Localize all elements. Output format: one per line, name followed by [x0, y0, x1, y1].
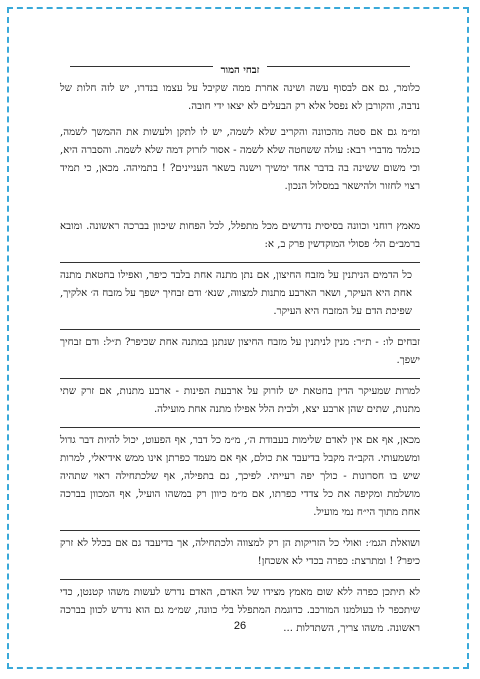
paragraph-8: ושואלת הגמ׳: ואולי כל הזריקות הן רק למצווה ולכתחילה, אך בדיעבד גם אם בכלל לא זרק כיפר? ! ומתרצת: כפרה בכדי לא אשכחן!: [60, 538, 420, 567]
divider-1: [60, 378, 420, 379]
paragraph-3: מאמץ רוחני וכוונה בסיסית נדרשים מכל מתפלל, לכל הפחות שיכוון בברכה ראשונה. ומובא ברמב״ם הל׳ פסולי המוקדשין פרק ב, א:: [60, 221, 420, 250]
running-header: [70, 58, 410, 77]
quote-bottom-rule: [60, 329, 420, 330]
paragraph-7: מכאן, אף אם אין לאדם שלימות בעבודת ה׳, מ״מ כל דבר, אף הפעוט, יכול להיות דבר גדול ומשמעותי. הקב״ה מקבל בדיעבד את כולם, אף אם מעמד כפרתן אינו ממש אידיאלי, למרות שיש בו חסרונות - כולך יפה רעייתי. לפיכך, גם בתפילה, אף שלכתחילה ראוי שתהיה מושלמת ומקיפה את כל צדדי כפרתו, אם מ״מ כיוון רק במשהו הועיל, אף המכוון בברכה אחת מתוך הי״ח נמי מועיל.: [60, 435, 420, 518]
rambam-quote: כל הדמים הניתנין על מזבח החיצון, אם נתן מתנה אחת בלבד כיפר, ואפילו בחטאת מתנה אחת היא העיקר, ושאר הארבע מתנות למצווה, שנא׳ ודם זבחיך ישפך על מזבח ה׳ אלקיך, שפיכת הדם על המזבח היא העיקר.: [60, 270, 412, 317]
header-title: זבחי המור: [213, 65, 268, 76]
page-body: [60, 80, 420, 646]
paragraph-2: ומ״מ גם אם סטה מהכוונה והקריב שלא לשמה, יש לו לתקן ולעשות את ההמשך לשמה, כנלמד מדברי רבא: עולה ששחטה שלא לשמה - אסור לזרוק דמה שלא לשמה. והסברה היא, וכי משום ששינה בה בדבר אחד ימשיך וישנה בשאר העניינים? ! בתמיהה. מכאן, כי תמיד רצוי לחזור ולהישאר במסלול הנכון.: [60, 127, 420, 192]
paragraph-9: לא תיתכן כפרה ללא שום מאמץ מצידו של האדם, האדם נדרש לעשות משהו קטנטן, כדי שיתכפר לו בעולמנו המורכב. כדוגמת המתפלל בלי כוונה, שמ״מ גם הוא נדרש לכוון בברכה ראשונה. משהו צריך, השתדלות ...: [60, 587, 420, 634]
paragraph-5: זבחים לו: - ת״ר: מנין לניתנין על מזבח החיצון שנתנן במתנה אחת שכיפר? ת״ל: ודם זבחיך ישפך.: [60, 337, 420, 366]
divider-3: [60, 530, 420, 531]
paragraph-6: למרות שמעיקר הדין בחטאת יש לזרוק על ארבעת הפינות - ארבע מתנות, אם זרק שתי מתנות, שתים שהן ארבע יצא, ולבית הלל אפילו מתנה אחת מועילה.: [60, 386, 420, 415]
divider-4: [60, 579, 420, 580]
section-gap: [60, 204, 420, 218]
quote-top-rule: [60, 262, 420, 263]
paragraph-1: כלומר, גם אם לבסוף עשה ושינה אחרת ממה שקיבל על עצמו בנדרו, יש לזה חלות של נדבה, והקורבן לא נפסל אלא רק הבעלים לא יצאו ידי חובה.: [60, 83, 420, 112]
divider-2: [60, 427, 420, 428]
page-number: 26: [233, 620, 247, 632]
